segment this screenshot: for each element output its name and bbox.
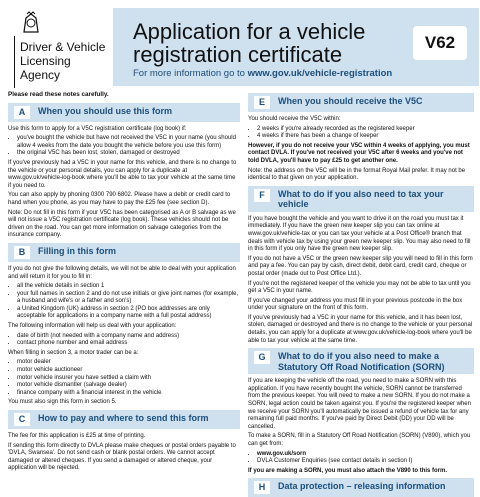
section-c-p2: If sending this form directly to DVLA please make cheques or postal orders payable to 'DVLA, Swansea'. Do not send cash or blank postal orders. We cannot accept damaged or altered cheques. If you send a damaged or altered cheque, your application will be rejected. [8, 442, 236, 472]
page-header [0, 0, 480, 87]
section-b-title: Filling in this form [38, 245, 116, 256]
section-b-header [8, 243, 240, 262]
section-a-list [8, 135, 240, 158]
section-h-letter: H [254, 481, 270, 494]
section-a-p2: If you've previously had a V5C in your name for this vehicle, and there is no change to the vehicle or your personal details, you can apply for a duplicate at www.gov.uk/vehicle-log-book where you'll be able to tax your vehicle at the same time if you need to. [8, 159, 237, 189]
section-b-p1: If you do not give the following details, we will not be able to deal with your application and will return it for you to fill in: [8, 265, 236, 280]
section-a-p1: Use this form to apply for a V5C registration certificate (log book) if: [8, 125, 187, 132]
section-a-title: When you should use this form [38, 105, 173, 116]
section-a-p3: You can also apply by phoning 0300 790 6802. Please have a debit or credit card to hand when you phone, as you may have to pay the £25 fee (see section D). [8, 192, 231, 206]
section-f-p3: If you're not the registered keeper of the vehicle you may not be able to tax until you get a V5C in your name. [248, 280, 471, 295]
list-item: • finance company with a financial interest in the vehicle [17, 390, 240, 398]
section-c-letter: C [14, 413, 30, 426]
dvla-logo [6, 6, 126, 82]
section-f-p4: If you've changed your address you must fill in your previous postcode in the box under your signature on the front of this form. [248, 297, 463, 312]
list-item: • the original V5C has been lost, stolen, damaged or destroyed [17, 150, 240, 158]
section-e-list [248, 126, 474, 141]
section-g-letter: G [254, 351, 270, 364]
section-e-p2: However, if you do not receive your V5C within 4 weeks of applying, you must contact DVLA. If you've not received your V5C after 6 weeks and you've not told DVLA, you'll have to pay £25 to get another one. [248, 142, 470, 164]
section-f-p5: If you've previously had a V5C in your name for this vehicle, and it has been lost, stolen, damaged or destroyed and there is no change to the vehicle or your personal details, you can apply for a duplicate at www.gov.uk/vehicle-log-book where you'll be able to tax your vehicle at the same time. [248, 314, 473, 344]
list-item: • 2 weeks if you're already recorded as the registered keeper [257, 126, 474, 134]
section-e-p1: You should receive the V5C within: [248, 116, 341, 122]
right-column [248, 87, 474, 493]
section-f-p2: If you do not have a V5C or the green new keeper slip you will need to fill in this form and pay a fee. You can pay by cash, direct debit, debit card, credit card, cheque or postal order (made out to Post Office Ltd.). [248, 255, 473, 277]
list-item: • a United Kingdom (UK) address in section 2 (PO box addresses are only acceptable for applications in a company name with a full postal address) [17, 306, 240, 321]
section-b-p3: When filling in section 3, a motor trader can be a: [8, 349, 139, 356]
royal-crest-icon [18, 10, 44, 34]
section-g-title: What to do if you also need to make a Statutory Off Road Notification (SORN) [278, 351, 445, 372]
list-item: • all the vehicle details in section 1 [17, 283, 240, 291]
section-a-letter: A [14, 106, 30, 119]
section-b-list-2 [8, 333, 240, 348]
subtitle-url-link[interactable]: www.gov.uk/vehicle-registration [247, 68, 393, 79]
agency-name-line-1: Driver & Vehicle [20, 40, 106, 54]
section-c-header [8, 410, 240, 429]
section-f-header [248, 186, 474, 212]
agency-name-line-2: Licensing [20, 54, 71, 68]
section-a-header [8, 103, 240, 122]
subtitle [133, 68, 392, 79]
section-h-header [248, 478, 474, 497]
section-g-p2: To make a SORN, fill in a Statutory Off Road Notification (SORN) (V890), which you can get from: [248, 433, 471, 447]
section-g-header [248, 348, 474, 374]
section-e-header [248, 93, 474, 112]
list-item: • motor vehicle auctioneer [17, 367, 240, 375]
list-item: • contact phone number and email address [17, 340, 240, 348]
page-title-line-2: registration certificate [133, 42, 343, 67]
agency-name-line-3: Agency [20, 68, 61, 82]
section-e-title: When you should receive the V5C [278, 96, 423, 106]
section-b-list-1 [8, 283, 240, 321]
list-item: • motor vehicle insurer you have settled a claim with [17, 375, 240, 383]
section-c-p1: The fee for this application is £25 at time of printing. [8, 433, 146, 439]
title-banner [113, 8, 479, 86]
section-e-letter: E [254, 96, 270, 109]
list-item: • 4 weeks if there has been a change of keeper [257, 133, 474, 141]
section-b-list-3 [8, 359, 240, 397]
list-item: • motor dealer [17, 359, 240, 367]
list-item: • your full names in section 2 and do not use initials or give joint names (for example, a husband and wife's or a father and son's) [17, 291, 240, 306]
section-g-p1: If you are keeping the vehicle off the road, you need to make a SORN with this application. If you have recently bought the vehicle, SORN cannot be transferred from the previous keeper. You will need to make a new SORN. If you do not make a SORN, legal action could be taken against you. If you're the registered keeper when we receive your SORN you'll automatically be issued a refund of vehicle tax for any remaining full paid months. If you've paid by Direct Debit (DD) your DD will be cancelled. [248, 378, 471, 430]
intro-note: Please read these notes carefully. [8, 91, 109, 98]
left-column [8, 87, 240, 480]
list-item: • date of birth (not needed with a company name and address) [17, 333, 240, 341]
form-code-badge: V62 [413, 26, 467, 60]
page-title-line-1: Application for a vehicle [133, 19, 366, 44]
section-b-letter: B [14, 246, 30, 259]
section-f-letter: F [254, 189, 270, 202]
section-e-p3: Note: the address on the V5C will be in the format Royal Mail prefer. It may not be identical to that given on your application. [248, 167, 466, 182]
section-g-p3: If you are making a SORN, you must also attach the V890 to this form. [248, 467, 448, 474]
section-f-title: What to do if you also need to tax your vehicle [278, 188, 444, 210]
section-a-p4: Note: Do not fill in this form if your V5C has been categorised as A or B salvage as we will not issue a V5C registration certificate (log book). These vehicles should not be driven on the road. You can get more information on salvage categories from the insurance company. [8, 209, 236, 239]
list-item: • DVLA Customer Enquiries (see contact details in section I) [257, 458, 474, 466]
list-item: • you've bought the vehicle but have not received the V5C in your name (you should allow 4 weeks from the date you bought the vehicle before you use this form) [17, 135, 240, 150]
logo-rule [14, 36, 15, 88]
section-f-p1: If you have bought the vehicle and you want to drive it on the road you must tax it immediately. If you have the green new keeper slip you can tax online at www.gov.uk/vehicle-tax or you can tax your vehicle at a Post Office® branch that deals with vehicle tax by using your green new keeper slip. You may also need to fill in this form if you only have the green new keeper slip. [248, 215, 471, 253]
subtitle-prefix: For more information go to [133, 68, 245, 79]
list-item: • www.gov.uk/sorn [257, 451, 474, 459]
list-item: • motor vehicle dismantler (salvage dealer) [17, 382, 240, 390]
section-c-title: How to pay and where to send this form [38, 413, 209, 423]
section-b-p2: The following information will help us deal with your application: [8, 323, 177, 330]
section-b-p4: You must also sign this form in section 5. [8, 399, 117, 406]
section-g-list [248, 451, 474, 466]
section-h-title: Data protection – releasing information [278, 481, 446, 492]
